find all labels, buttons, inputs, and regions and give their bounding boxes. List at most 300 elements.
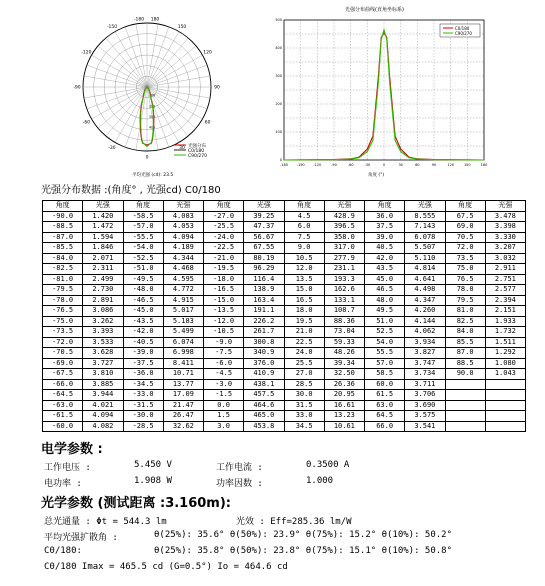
cartesian-y-tick: 400 bbox=[275, 46, 282, 51]
table-cell: 457.5 bbox=[244, 390, 284, 401]
power-label: 电功率 : bbox=[44, 479, 82, 489]
table-cell: 4.347 bbox=[405, 295, 445, 306]
table-cell bbox=[485, 421, 525, 432]
table-cell: -6.0 bbox=[204, 358, 244, 369]
table-cell: 48.26 bbox=[324, 348, 364, 359]
table-cell: -84.0 bbox=[43, 253, 83, 264]
table-header-cell: 角度 bbox=[365, 201, 405, 212]
table-cell: -40.5 bbox=[123, 337, 163, 348]
table-cell: 3.885 bbox=[83, 379, 123, 390]
table-header-cell: 光强 bbox=[324, 201, 364, 212]
cartesian-legend bbox=[440, 24, 480, 37]
table-row bbox=[43, 421, 526, 432]
table-cell: 96.29 bbox=[244, 264, 284, 275]
cartesian-x-tick: 90 bbox=[431, 163, 437, 167]
cartesian-legend-label-0: C0/180 bbox=[455, 26, 470, 31]
table-row bbox=[43, 264, 526, 275]
table-cell: 24.0 bbox=[284, 348, 324, 359]
table-cell: -85.5 bbox=[43, 243, 83, 254]
table-cell: 18.0 bbox=[284, 306, 324, 317]
cartesian-y-tick: 0 bbox=[279, 158, 282, 163]
table-cell: -18.0 bbox=[204, 274, 244, 285]
table-cell: -27.0 bbox=[204, 211, 244, 222]
table-cell: 43.5 bbox=[365, 264, 405, 275]
flux-line: 总光通量 : Φt = 544.3 lm bbox=[44, 517, 167, 527]
table-cell: -54.0 bbox=[123, 243, 163, 254]
table-cell: 2.577 bbox=[485, 285, 525, 296]
voltage-label: 工作电压 : bbox=[44, 463, 91, 473]
table-cell: 3.032 bbox=[485, 253, 525, 264]
table-row bbox=[43, 411, 526, 422]
cartesian-y-tick: 100 bbox=[275, 130, 282, 135]
cartesian-x-ticks bbox=[280, 163, 487, 167]
table-cell: 21.0 bbox=[284, 327, 324, 338]
polar-angle-label: 180 bbox=[150, 17, 160, 23]
table-cell bbox=[485, 400, 525, 411]
table-cell: -33.0 bbox=[123, 390, 163, 401]
table-cell: 2.891 bbox=[83, 295, 123, 306]
table-cell: 162.6 bbox=[324, 285, 364, 296]
table-cell: 1.933 bbox=[485, 316, 525, 327]
table-cell: 3.944 bbox=[83, 390, 123, 401]
table-cell: 28.5 bbox=[284, 379, 324, 390]
table-cell: 4.5 bbox=[284, 211, 324, 222]
table-cell: -64.5 bbox=[43, 390, 83, 401]
table-cell: 3.533 bbox=[83, 337, 123, 348]
table-row bbox=[43, 369, 526, 380]
table-cell: 231.1 bbox=[324, 264, 364, 275]
cartesian-x-tick: -60 bbox=[347, 163, 354, 167]
table-cell: 84.0 bbox=[445, 327, 485, 338]
table-row bbox=[43, 211, 526, 222]
polar-ring-label: 100 bbox=[149, 93, 156, 98]
table-cell: 2.311 bbox=[83, 264, 123, 275]
table-cell: -76.5 bbox=[43, 306, 83, 317]
table-cell: 19.5 bbox=[284, 316, 324, 327]
table-cell: 15.0 bbox=[284, 285, 324, 296]
table-cell: 13.23 bbox=[324, 411, 364, 422]
polar-angle-label: -120 bbox=[81, 50, 92, 56]
table-cell: 4.772 bbox=[163, 285, 203, 296]
table-cell: -25.5 bbox=[204, 222, 244, 233]
cartesian-x-tick: -150 bbox=[296, 163, 305, 167]
table-cell: 51.0 bbox=[365, 316, 405, 327]
table-cell: -49.5 bbox=[123, 274, 163, 285]
table-cell: 85.5 bbox=[445, 337, 485, 348]
table-cell: -12.0 bbox=[204, 316, 244, 327]
table-cell: 5.110 bbox=[405, 253, 445, 264]
table-cell: 5.507 bbox=[405, 243, 445, 254]
table-cell: -22.5 bbox=[204, 243, 244, 254]
table-cell: 2.911 bbox=[485, 264, 525, 275]
table-cell: 7.5 bbox=[284, 232, 324, 243]
table-cell: 300.8 bbox=[244, 337, 284, 348]
cartesian-grid bbox=[284, 20, 484, 160]
power-value: 1.908 W bbox=[134, 476, 172, 486]
cartesian-x-tick: 150 bbox=[463, 163, 471, 167]
table-cell: 3.747 bbox=[405, 358, 445, 369]
table-cell: 5.183 bbox=[163, 316, 203, 327]
table-row bbox=[43, 337, 526, 348]
table-cell: 87.0 bbox=[445, 348, 485, 359]
table-cell: 410.9 bbox=[244, 369, 284, 380]
table-cell: 3.393 bbox=[83, 327, 123, 338]
table-cell: -81.0 bbox=[43, 274, 83, 285]
table-cell: 9.0 bbox=[284, 243, 324, 254]
table-cell: 7.143 bbox=[405, 222, 445, 233]
table-cell: 39.34 bbox=[324, 358, 364, 369]
table-cell: 78.0 bbox=[445, 285, 485, 296]
table-cell: 6.078 bbox=[405, 232, 445, 243]
table-cell: -72.0 bbox=[43, 337, 83, 348]
optical-title: 光学参数 (测试距离 :3.160m): bbox=[41, 496, 231, 511]
beam-angle-values: θ(25%): 35.6° θ(50%): 23.9° θ(75%): 15.2° θ(10%): 50.2° bbox=[154, 530, 453, 540]
table-cell: 10.5 bbox=[284, 253, 324, 264]
cartesian-x-tick: 0 bbox=[382, 163, 386, 167]
polar-angle-label: -180 bbox=[133, 17, 145, 23]
table-cell: -90.0 bbox=[43, 211, 83, 222]
table-header-cell: 光强 bbox=[244, 201, 284, 212]
table-cell: 75.0 bbox=[445, 264, 485, 275]
table-cell: 138.9 bbox=[244, 285, 284, 296]
table-cell: 63.0 bbox=[365, 400, 405, 411]
table-cell: 39.0 bbox=[365, 232, 405, 243]
table-row bbox=[43, 306, 526, 317]
table-cell: -24.0 bbox=[204, 232, 244, 243]
polar-legend-label-0: 光强分布 bbox=[188, 144, 206, 149]
table-header-cell: 角度 bbox=[445, 201, 485, 212]
table-cell: 48.0 bbox=[365, 295, 405, 306]
cartesian-x-tick: 120 bbox=[447, 163, 455, 167]
table-cell: -19.5 bbox=[204, 264, 244, 275]
polar-angle-label: -60 bbox=[82, 120, 91, 126]
table-cell: 4.021 bbox=[83, 400, 123, 411]
table-cell: -37.5 bbox=[123, 358, 163, 369]
cartesian-x-tick: -180 bbox=[280, 163, 288, 167]
table-cell: 31.5 bbox=[284, 400, 324, 411]
table-cell: 73.04 bbox=[324, 327, 364, 338]
table-cell: -57.0 bbox=[123, 222, 163, 233]
table-cell: 6.074 bbox=[163, 337, 203, 348]
table-cell: 52.5 bbox=[365, 327, 405, 338]
table-cell: 4.468 bbox=[163, 264, 203, 275]
table-cell bbox=[445, 421, 485, 432]
table-body bbox=[43, 211, 526, 432]
table-cell: 46.5 bbox=[365, 285, 405, 296]
table-cell: 88.36 bbox=[324, 316, 364, 327]
table-cell: -9.0 bbox=[204, 337, 244, 348]
table-cell: -3.0 bbox=[204, 379, 244, 390]
table-cell bbox=[445, 379, 485, 390]
table-cell: 4.915 bbox=[163, 295, 203, 306]
table-cell: 4.498 bbox=[405, 285, 445, 296]
table-cell: 3.086 bbox=[83, 306, 123, 317]
table-cell: 3.934 bbox=[405, 337, 445, 348]
table-header-cell: 角度 bbox=[204, 201, 244, 212]
table-cell: 8.411 bbox=[163, 358, 203, 369]
table-row bbox=[43, 379, 526, 390]
table-cell: -60.0 bbox=[43, 421, 83, 432]
table-cell: 3.827 bbox=[405, 348, 445, 359]
polar-angle-label: 60 bbox=[204, 120, 211, 126]
table-cell: -78.0 bbox=[43, 295, 83, 306]
table-row bbox=[43, 243, 526, 254]
table-cell bbox=[485, 390, 525, 401]
table-header-cell: 角度 bbox=[43, 201, 83, 212]
table-cell: 3.398 bbox=[485, 222, 525, 233]
table-cell: 4.814 bbox=[405, 264, 445, 275]
table-cell: 54.0 bbox=[365, 337, 405, 348]
cartesian-chart bbox=[275, 6, 487, 178]
table-cell: -45.0 bbox=[123, 306, 163, 317]
table-cell: -42.0 bbox=[123, 327, 163, 338]
intensity-section-title: 光强分布数据 :(角度° , 光强cd) C0/180 bbox=[41, 185, 221, 196]
cartesian-x-tick: 60 bbox=[415, 163, 420, 167]
table-cell: 3.330 bbox=[485, 232, 525, 243]
table-cell: 67.5 bbox=[445, 211, 485, 222]
table-cell: 3.734 bbox=[405, 369, 445, 380]
table-cell: 20.95 bbox=[324, 390, 364, 401]
table-cell: -4.5 bbox=[204, 369, 244, 380]
table-cell: 70.5 bbox=[445, 232, 485, 243]
table-cell: 3.706 bbox=[405, 390, 445, 401]
table-cell: 396.5 bbox=[324, 222, 364, 233]
cartesian-x-tick: -30 bbox=[364, 163, 371, 167]
table-cell: 4.094 bbox=[163, 232, 203, 243]
table-cell: 4.595 bbox=[163, 274, 203, 285]
table-row bbox=[43, 295, 526, 306]
table-cell: 1.043 bbox=[485, 369, 525, 380]
table-cell bbox=[445, 390, 485, 401]
table-cell: 66.0 bbox=[365, 421, 405, 432]
current-value: 0.3500 A bbox=[306, 460, 350, 470]
table-cell bbox=[485, 411, 525, 422]
table-cell: -88.5 bbox=[43, 222, 83, 233]
table-cell: 3.628 bbox=[83, 348, 123, 359]
table-cell: 4.082 bbox=[83, 421, 123, 432]
table-cell: 3.810 bbox=[83, 369, 123, 380]
table-cell: 133.1 bbox=[324, 295, 364, 306]
table-cell: -55.5 bbox=[123, 232, 163, 243]
table-cell: 26.47 bbox=[163, 411, 203, 422]
cartesian-y-tick: 300 bbox=[275, 74, 282, 79]
table-cell: 438.1 bbox=[244, 379, 284, 390]
table-header-cell: 光强 bbox=[83, 201, 123, 212]
polar-bottom-caption: 平均光强 (cd): 23.5 bbox=[132, 173, 174, 178]
imax-line: C0/180 Imax = 465.5 cd (G=0.5°) Io = 464.6 cd bbox=[44, 562, 288, 572]
polar-angle-label: 30 bbox=[179, 146, 185, 152]
table-cell: -63.0 bbox=[43, 400, 83, 411]
table-header-cell: 光强 bbox=[163, 201, 203, 212]
table-cell: 3.478 bbox=[485, 211, 525, 222]
table-cell: 4.053 bbox=[163, 222, 203, 233]
table-cell: 2.730 bbox=[83, 285, 123, 296]
c0-label: C0/180: bbox=[44, 546, 82, 556]
table-cell: 32.62 bbox=[163, 421, 203, 432]
table-cell: 358.0 bbox=[324, 232, 364, 243]
table-cell: 1.472 bbox=[83, 222, 123, 233]
polar-legend-label-1: C0/180 bbox=[188, 149, 205, 154]
table-cell: 10.71 bbox=[163, 369, 203, 380]
table-cell: 4.094 bbox=[83, 411, 123, 422]
table-cell: -43.5 bbox=[123, 316, 163, 327]
polar-ring-label: 400 bbox=[149, 125, 156, 130]
table-cell: 82.5 bbox=[445, 316, 485, 327]
table-cell: 42.0 bbox=[365, 253, 405, 264]
table-cell: 49.5 bbox=[365, 306, 405, 317]
table-cell: -36.0 bbox=[123, 369, 163, 380]
table-cell: 13.77 bbox=[163, 379, 203, 390]
table-cell: -10.5 bbox=[204, 327, 244, 338]
pf-value: 1.000 bbox=[306, 476, 334, 486]
table-row bbox=[43, 285, 526, 296]
table-cell: 25.5 bbox=[284, 358, 324, 369]
table-cell: -46.5 bbox=[123, 295, 163, 306]
polar-angle-label: -90 bbox=[73, 85, 81, 91]
cartesian-x-tick: 30 bbox=[398, 163, 403, 167]
table-cell: -15.0 bbox=[204, 295, 244, 306]
table-cell: 76.5 bbox=[445, 274, 485, 285]
polar-ring-label: 200 bbox=[149, 104, 156, 109]
table-cell: 4.189 bbox=[163, 243, 203, 254]
polar-legend bbox=[174, 142, 207, 159]
table-cell: 116.4 bbox=[244, 274, 284, 285]
table-cell: -16.5 bbox=[204, 285, 244, 296]
polar-angle-label: 90 bbox=[214, 85, 220, 91]
polar-grid bbox=[83, 23, 211, 151]
electrical-title: 电学参数 : bbox=[41, 442, 103, 457]
table-cell: 0.0 bbox=[204, 400, 244, 411]
table-cell: 3.727 bbox=[83, 358, 123, 369]
cartesian-x-label: 角度 (°) bbox=[368, 173, 385, 178]
efficacy-line: 光效 : Eff=285.36 lm/W bbox=[236, 517, 352, 527]
table-cell: 4.344 bbox=[163, 253, 203, 264]
table-cell: 193.3 bbox=[324, 274, 364, 285]
table-cell: -31.5 bbox=[123, 400, 163, 411]
table-cell: 79.5 bbox=[445, 295, 485, 306]
polar-angle-label: -150 bbox=[106, 24, 118, 30]
table-cell: 4.144 bbox=[405, 316, 445, 327]
table-row bbox=[43, 348, 526, 359]
table-cell: 40.5 bbox=[365, 243, 405, 254]
table-cell: 1.511 bbox=[485, 337, 525, 348]
table-cell: 163.4 bbox=[244, 295, 284, 306]
table-cell: -75.0 bbox=[43, 316, 83, 327]
cartesian-y-tick: 500 bbox=[275, 18, 282, 23]
table-cell: -70.5 bbox=[43, 348, 83, 359]
table-cell: 32.50 bbox=[324, 369, 364, 380]
table-cell: 5.017 bbox=[163, 306, 203, 317]
cartesian-y-tick: 200 bbox=[275, 102, 282, 107]
table-cell: 108.7 bbox=[324, 306, 364, 317]
cartesian-y-ticks bbox=[275, 18, 282, 162]
polar-ring-label: 300 bbox=[149, 115, 156, 119]
table-row bbox=[43, 358, 526, 369]
table-header-cell: 光强 bbox=[485, 201, 525, 212]
table-row bbox=[43, 222, 526, 233]
table-cell: 17.09 bbox=[163, 390, 203, 401]
table-cell: 81.0 bbox=[445, 306, 485, 317]
table-row bbox=[43, 400, 526, 411]
table-cell: -66.0 bbox=[43, 379, 83, 390]
table-cell: 2.751 bbox=[485, 274, 525, 285]
table-cell: -39.0 bbox=[123, 348, 163, 359]
table-header-cell: 角度 bbox=[284, 201, 324, 212]
table-cell: -67.5 bbox=[43, 369, 83, 380]
table-cell: -69.0 bbox=[43, 358, 83, 369]
table-row bbox=[43, 232, 526, 243]
table-cell: -48.0 bbox=[123, 285, 163, 296]
table-cell: 67.55 bbox=[244, 243, 284, 254]
table-cell: 3.690 bbox=[405, 400, 445, 411]
table-cell: -30.0 bbox=[123, 411, 163, 422]
table-cell: -28.5 bbox=[123, 421, 163, 432]
table-cell: 1.420 bbox=[83, 211, 123, 222]
table-cell: 1.080 bbox=[485, 358, 525, 369]
table-cell: 3.0 bbox=[204, 421, 244, 432]
cartesian-x-tick: 180 bbox=[480, 163, 488, 167]
polar-angle-label: -30 bbox=[108, 146, 116, 152]
table-cell: 376.0 bbox=[244, 358, 284, 369]
table-cell: -34.5 bbox=[123, 379, 163, 390]
table-cell: 4.062 bbox=[405, 327, 445, 338]
table-cell: 64.5 bbox=[365, 411, 405, 422]
table-cell: 36.0 bbox=[365, 211, 405, 222]
table-cell: 3.575 bbox=[405, 411, 445, 422]
table-cell: 317.0 bbox=[324, 243, 364, 254]
table-cell: 73.5 bbox=[445, 253, 485, 264]
table-cell: 47.37 bbox=[244, 222, 284, 233]
table-cell bbox=[445, 411, 485, 422]
table-cell: 58.5 bbox=[365, 369, 405, 380]
table-cell: 88.5 bbox=[445, 358, 485, 369]
table-cell: 16.5 bbox=[284, 295, 324, 306]
table-cell: 3.262 bbox=[83, 316, 123, 327]
table-cell: 261.7 bbox=[244, 327, 284, 338]
polar-angle-label: 120 bbox=[203, 50, 212, 56]
table-cell: -21.0 bbox=[204, 253, 244, 264]
table-cell: 33.0 bbox=[284, 411, 324, 422]
table-row bbox=[43, 327, 526, 338]
table-cell: 2.394 bbox=[485, 295, 525, 306]
table-cell: 428.9 bbox=[324, 211, 364, 222]
table-header-row bbox=[43, 201, 526, 212]
table-cell: 277.9 bbox=[324, 253, 364, 264]
table-cell: 8.555 bbox=[405, 211, 445, 222]
table-cell: 3.207 bbox=[485, 243, 525, 254]
table-cell: 1.292 bbox=[485, 348, 525, 359]
table-cell: 4.083 bbox=[163, 211, 203, 222]
table-cell: -51.0 bbox=[123, 264, 163, 275]
voltage-value: 5.450 V bbox=[134, 460, 172, 470]
table-cell: 72.0 bbox=[445, 243, 485, 254]
table-cell: 340.9 bbox=[244, 348, 284, 359]
cartesian-title: 光强分布曲线(直角坐标系) bbox=[345, 7, 404, 13]
table-cell: -82.5 bbox=[43, 264, 83, 275]
table-cell: 453.8 bbox=[244, 421, 284, 432]
table-cell: 59.33 bbox=[324, 337, 364, 348]
table-cell: 226.2 bbox=[244, 316, 284, 327]
table-cell: 10.61 bbox=[324, 421, 364, 432]
c0-values: θ(25%): 35.8° θ(50%): 23.8° θ(75%): 15.1° θ(10%): 50.8° bbox=[154, 546, 453, 556]
table-cell: 22.5 bbox=[284, 337, 324, 348]
table-cell: 80.19 bbox=[244, 253, 284, 264]
table-header-cell: 光强 bbox=[405, 201, 445, 212]
table-cell: 1.594 bbox=[83, 232, 123, 243]
table-cell: 26.36 bbox=[324, 379, 364, 390]
table-cell: 55.5 bbox=[365, 348, 405, 359]
table-cell: 1.846 bbox=[83, 243, 123, 254]
